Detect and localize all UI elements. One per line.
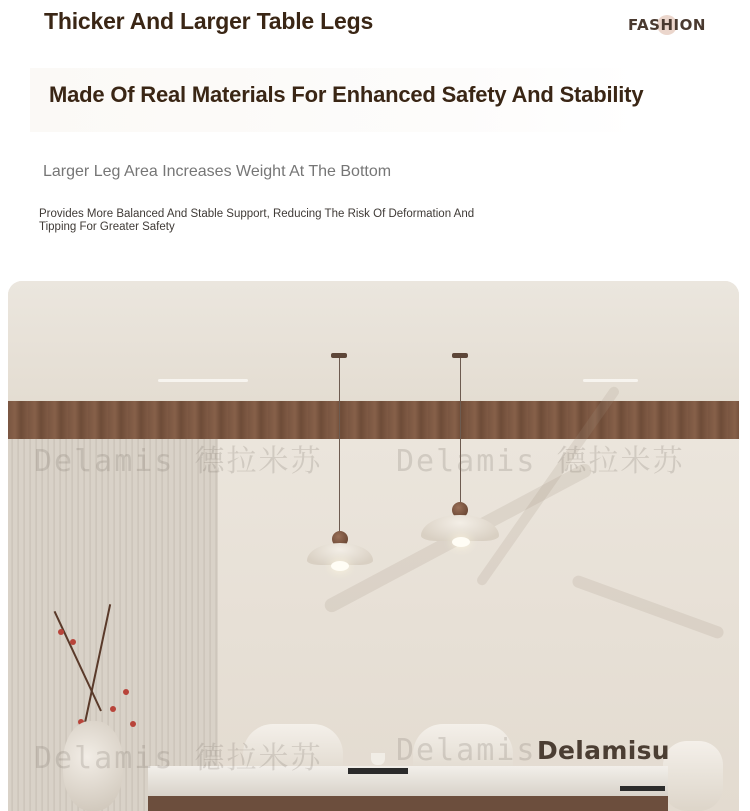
book (348, 768, 408, 774)
pendant-cord (460, 358, 461, 506)
headline: Thicker And Larger Table Legs (44, 8, 374, 34)
watermark: Delamis 德拉米苏 (34, 444, 323, 479)
cup (371, 753, 385, 765)
blossom (58, 629, 64, 635)
blossom (123, 689, 129, 695)
blossom (110, 706, 116, 712)
pendant-bulb (331, 561, 349, 571)
recessed-light (583, 379, 638, 382)
product-photo (8, 281, 739, 811)
brand-logo: FASHION (628, 16, 706, 34)
wood-beam (8, 401, 739, 439)
ceiling (8, 281, 739, 401)
chair (663, 741, 723, 811)
blossom (70, 639, 76, 645)
brand-overlay: Delamisu (537, 736, 670, 765)
book (620, 786, 665, 791)
feature-title: Larger Leg Area Increases Weight At The Bottom (43, 163, 392, 180)
table-edge (148, 796, 668, 811)
pendant-bulb (452, 537, 470, 547)
recessed-light (158, 379, 248, 382)
pendant-cord (339, 358, 340, 533)
blossom (130, 721, 136, 727)
subheading: Made Of Real Materials For Enhanced Safety And Stability (49, 82, 644, 107)
feature-description: Provides More Balanced And Stable Support, Reducing The Risk Of Deformation And Tipping For Greater Safety (39, 208, 475, 233)
watermark: Delamis (396, 733, 537, 768)
watermark: Delamis 德拉米苏 (34, 741, 323, 776)
watermark: Delamis 德拉米苏 (396, 444, 685, 479)
